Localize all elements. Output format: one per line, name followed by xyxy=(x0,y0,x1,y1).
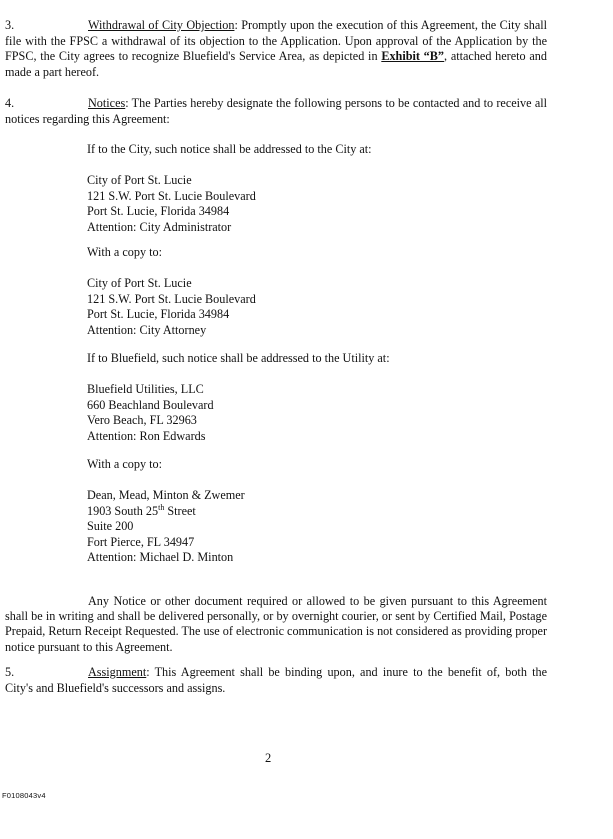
section-4-number: 4. xyxy=(5,96,15,110)
section-5-heading: Assignment xyxy=(88,665,147,679)
section-4-paragraph xyxy=(5,96,547,127)
section-3-text: : Promptly upon the execution of this Agreement, the City shall file with the FPSC a withdrawal of its objection to the Application. Upon approval of the Application by the FPSC, the City agrees to recognize Bluefield's Service Area, as depicted in xyxy=(5,18,548,63)
section-3-paragraph xyxy=(5,18,547,80)
city-address xyxy=(87,173,547,235)
utility-notice-intro: If to Bluefield, such notice shall be addressed to the Utility at: xyxy=(87,351,390,365)
section-3-number: 3. xyxy=(5,18,15,32)
address-line: Suite 200 xyxy=(87,519,134,534)
address-line: City of Port St. Lucie xyxy=(87,276,192,290)
section-3-heading: Withdrawal of City Objection xyxy=(88,18,235,32)
street-suffix: Street xyxy=(164,503,196,518)
exhibit-b-reference: Exhibit “B” xyxy=(381,49,445,63)
utility-address xyxy=(87,382,547,444)
address-line: 121 S.W. Port St. Lucie Boulevard xyxy=(87,188,256,203)
address-line: Attention: Ron Edwards xyxy=(87,428,206,443)
address-line: Fort Pierce, FL 34947 xyxy=(87,534,195,549)
page-number: 2 xyxy=(265,751,272,765)
address-line: 121 S.W. Port St. Lucie Boulevard xyxy=(87,291,256,306)
city-copy-intro: With a copy to: xyxy=(87,245,162,259)
address-line: Attention: City Administrator xyxy=(87,219,232,234)
section-5-number: 5. xyxy=(5,665,15,679)
address-line: Dean, Mead, Minton & Zwemer xyxy=(87,488,245,502)
address-line: Bluefield Utilities, LLC xyxy=(87,382,204,396)
section-5-text: : This Agreement shall be binding upon, and inure to the benefit of, both the City's and Bluefield's successors and assigns. xyxy=(5,665,547,695)
utility-copy-address xyxy=(87,488,547,566)
ordinal-suffix: th xyxy=(158,502,165,512)
utility-copy-intro: With a copy to: xyxy=(87,457,162,471)
address-line: Attention: City Attorney xyxy=(87,322,207,337)
document-id: F0108043v4 xyxy=(2,791,46,800)
address-line: Port St. Lucie, Florida 34984 xyxy=(87,307,230,322)
address-line: City of Port St. Lucie xyxy=(87,173,192,187)
street-number: 1903 South 25 xyxy=(87,503,159,518)
address-line xyxy=(87,504,547,520)
city-notice-intro: If to the City, such notice shall be addressed to the City at: xyxy=(87,142,372,156)
section-4-heading: Notices xyxy=(88,96,126,110)
section-5-paragraph xyxy=(5,665,547,696)
section-3-text-end: , attached hereto and made a part hereof. xyxy=(5,49,547,79)
address-line: Attention: Michael D. Minton xyxy=(87,550,234,565)
address-line: Port St. Lucie, Florida 34984 xyxy=(87,204,230,219)
notice-method-paragraph: Any Notice or other document required or allowed to be given pursuant to this Agreement shall be in writing and shall be delivered personally, or by overnight courier, or sent by Certified Mail, Postage Prepaid, Return Receipt Requested. The use of electronic communication is not considered as providing proper notice pursuant to this Agreement. xyxy=(5,594,547,654)
section-4-text: : The Parties hereby designate the following persons to be contacted and to receive all notices regarding this Agreement: xyxy=(5,96,547,126)
address-line: 660 Beachland Boulevard xyxy=(87,397,214,412)
city-copy-address xyxy=(87,276,547,338)
address-line: Vero Beach, FL 32963 xyxy=(87,413,197,428)
